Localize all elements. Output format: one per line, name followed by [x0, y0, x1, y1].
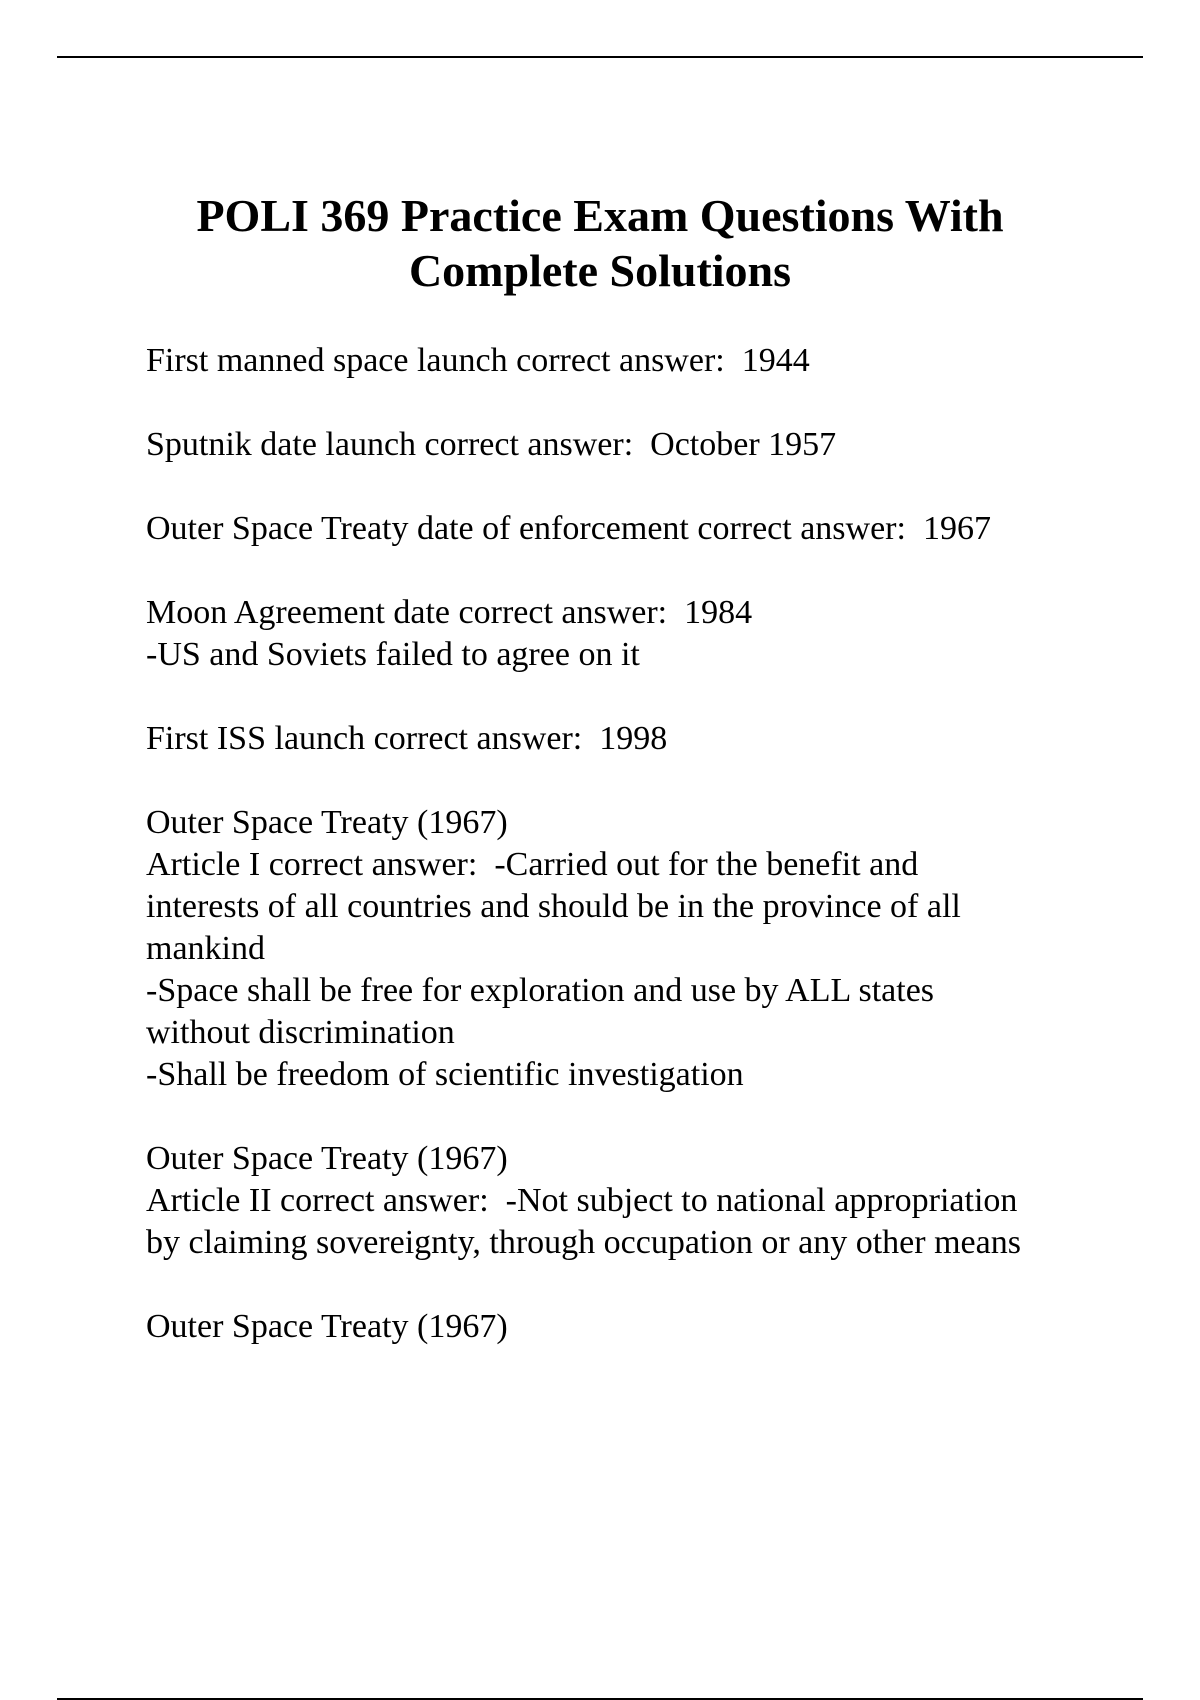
document-body [146, 340, 1096, 1390]
qa-item-3 [146, 508, 1096, 550]
qa-text-line: Outer Space Treaty (1967) [146, 1308, 508, 1345]
qa-text-line: Moon Agreement date correct answer: 1984 [146, 594, 753, 631]
qa-item-6 [146, 802, 1096, 1096]
qa-text-line: Outer Space Treaty (1967) [146, 804, 508, 841]
qa-text-line: Sputnik date launch correct answer: October 1957 [146, 426, 837, 463]
qa-text-line: Article I correct answer: -Carried out for the benefit and [146, 846, 919, 883]
qa-item-5 [146, 718, 1096, 760]
qa-text-line: -Shall be freedom of scientific investigation [146, 1056, 744, 1093]
qa-text-line: Outer Space Treaty (1967) [146, 1140, 508, 1177]
qa-text-line: interests of all countries and should be in the province of all [146, 888, 961, 925]
title-line-2: Complete Solutions [408, 245, 792, 296]
qa-text-line: First ISS launch correct answer: 1998 [146, 720, 668, 757]
qa-text-line: -Space shall be free for exploration and use by ALL states [146, 972, 935, 1009]
qa-text-line: -US and Soviets failed to agree on it [146, 636, 640, 673]
qa-item-8 [146, 1306, 1096, 1348]
qa-item-2 [146, 424, 1096, 466]
qa-item-1 [146, 340, 1096, 382]
header-rule [57, 56, 1143, 58]
qa-text-line: mankind [146, 930, 265, 967]
qa-text-line: Outer Space Treaty date of enforcement correct answer: 1967 [146, 510, 991, 547]
title-line-1: POLI 369 Practice Exam Questions With [196, 190, 1004, 241]
qa-text-line: by claiming sovereignty, through occupation or any other means [146, 1224, 1021, 1261]
qa-item-4 [146, 592, 1096, 676]
page-title [100, 188, 1100, 298]
qa-text-line: First manned space launch correct answer: 1944 [146, 342, 810, 379]
qa-text-line: without discrimination [146, 1014, 455, 1051]
qa-text-line: Article II correct answer: -Not subject to national appropriation [146, 1182, 1018, 1219]
qa-item-7 [146, 1138, 1096, 1264]
